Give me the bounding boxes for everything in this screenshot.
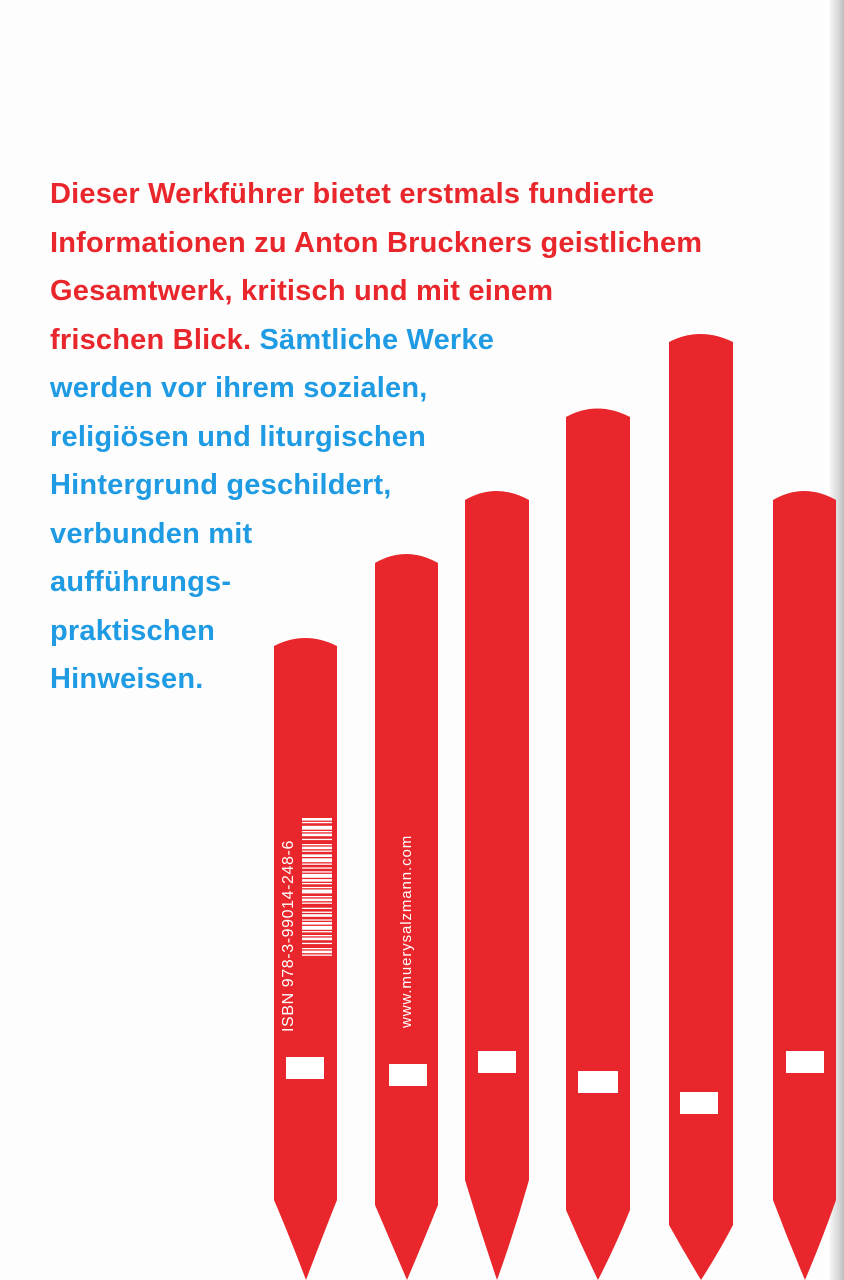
isbn-number: ISBN 978-3-99014-248-6 bbox=[280, 840, 297, 1032]
barcode-bar bbox=[302, 903, 332, 904]
barcode-bar bbox=[302, 890, 332, 894]
pipe-mouth bbox=[786, 1051, 824, 1073]
barcode-bar bbox=[302, 896, 332, 897]
blurb-fragment: Informationen zu Anton Bruckners geistlichem bbox=[50, 226, 703, 259]
pipe-mouth bbox=[578, 1071, 618, 1093]
blurb-fragment: praktischen bbox=[50, 614, 215, 647]
pipe-mouth bbox=[286, 1057, 324, 1079]
barcode-bar bbox=[302, 922, 332, 925]
organ-pipe bbox=[669, 334, 733, 1280]
blurb-fragment: aufführungs- bbox=[50, 566, 232, 598]
barcode-bar bbox=[302, 844, 332, 845]
barcode-bar bbox=[302, 867, 332, 868]
barcode-bar bbox=[302, 908, 332, 909]
barcode-bar bbox=[302, 864, 332, 865]
organ-pipe bbox=[566, 409, 630, 1280]
publisher-website: www.muerysalzmann.com bbox=[398, 834, 415, 1028]
barcode-bar bbox=[302, 948, 332, 949]
barcode-bar bbox=[302, 874, 332, 878]
pipe-mouth bbox=[478, 1051, 516, 1073]
barcode-bar bbox=[302, 879, 332, 882]
blurb-fragment: verbunden mit bbox=[50, 517, 253, 550]
pipe-mouth bbox=[680, 1092, 718, 1114]
barcode-bar bbox=[302, 931, 332, 932]
barcode-bar bbox=[302, 818, 332, 821]
barcode-bar bbox=[302, 899, 332, 902]
barcode-bar bbox=[302, 839, 332, 840]
blurb-fragment: Hintergrund geschildert, bbox=[50, 469, 392, 501]
blurb-fragment: Dieser Werkführer bietet erstmals fundierte bbox=[50, 178, 655, 210]
barcode-bar bbox=[302, 926, 332, 930]
blurb-fragment: Hinweisen. bbox=[50, 663, 204, 695]
blurb-fragment: Gesamtwerk, kritisch und mit einem bbox=[50, 275, 554, 307]
barcode-bar bbox=[302, 854, 332, 857]
organ-pipe bbox=[465, 491, 529, 1280]
barcode-bar bbox=[302, 822, 332, 823]
barcode-bar bbox=[302, 834, 332, 837]
barcode-bar bbox=[302, 919, 332, 920]
barcode-bar bbox=[302, 951, 332, 954]
barcode-bar bbox=[302, 943, 332, 944]
barcode-bar bbox=[302, 851, 332, 852]
barcode-bar bbox=[302, 912, 332, 913]
barcode-bar bbox=[302, 914, 332, 917]
barcode-bar bbox=[302, 883, 332, 884]
barcode-bar bbox=[302, 887, 332, 888]
barcode-bar bbox=[302, 858, 332, 862]
blurb-fragment: religiösen und liturgischen bbox=[50, 420, 426, 453]
barcode-bar bbox=[302, 938, 332, 941]
barcode-bar bbox=[302, 955, 332, 956]
barcode-bar bbox=[302, 831, 332, 832]
blurb-fragment: werden vor ihrem sozialen, bbox=[50, 372, 428, 404]
organ-pipe bbox=[773, 491, 836, 1280]
barcode-bar bbox=[302, 826, 332, 830]
barcode-bar bbox=[302, 935, 332, 936]
blurb-fragment: frischen Blick. bbox=[50, 323, 260, 356]
blurb-fragment: Sämtliche Werke bbox=[259, 323, 495, 356]
barcode-bar bbox=[302, 847, 332, 850]
barcode-bar bbox=[302, 871, 332, 872]
pipe-mouth bbox=[389, 1064, 427, 1086]
